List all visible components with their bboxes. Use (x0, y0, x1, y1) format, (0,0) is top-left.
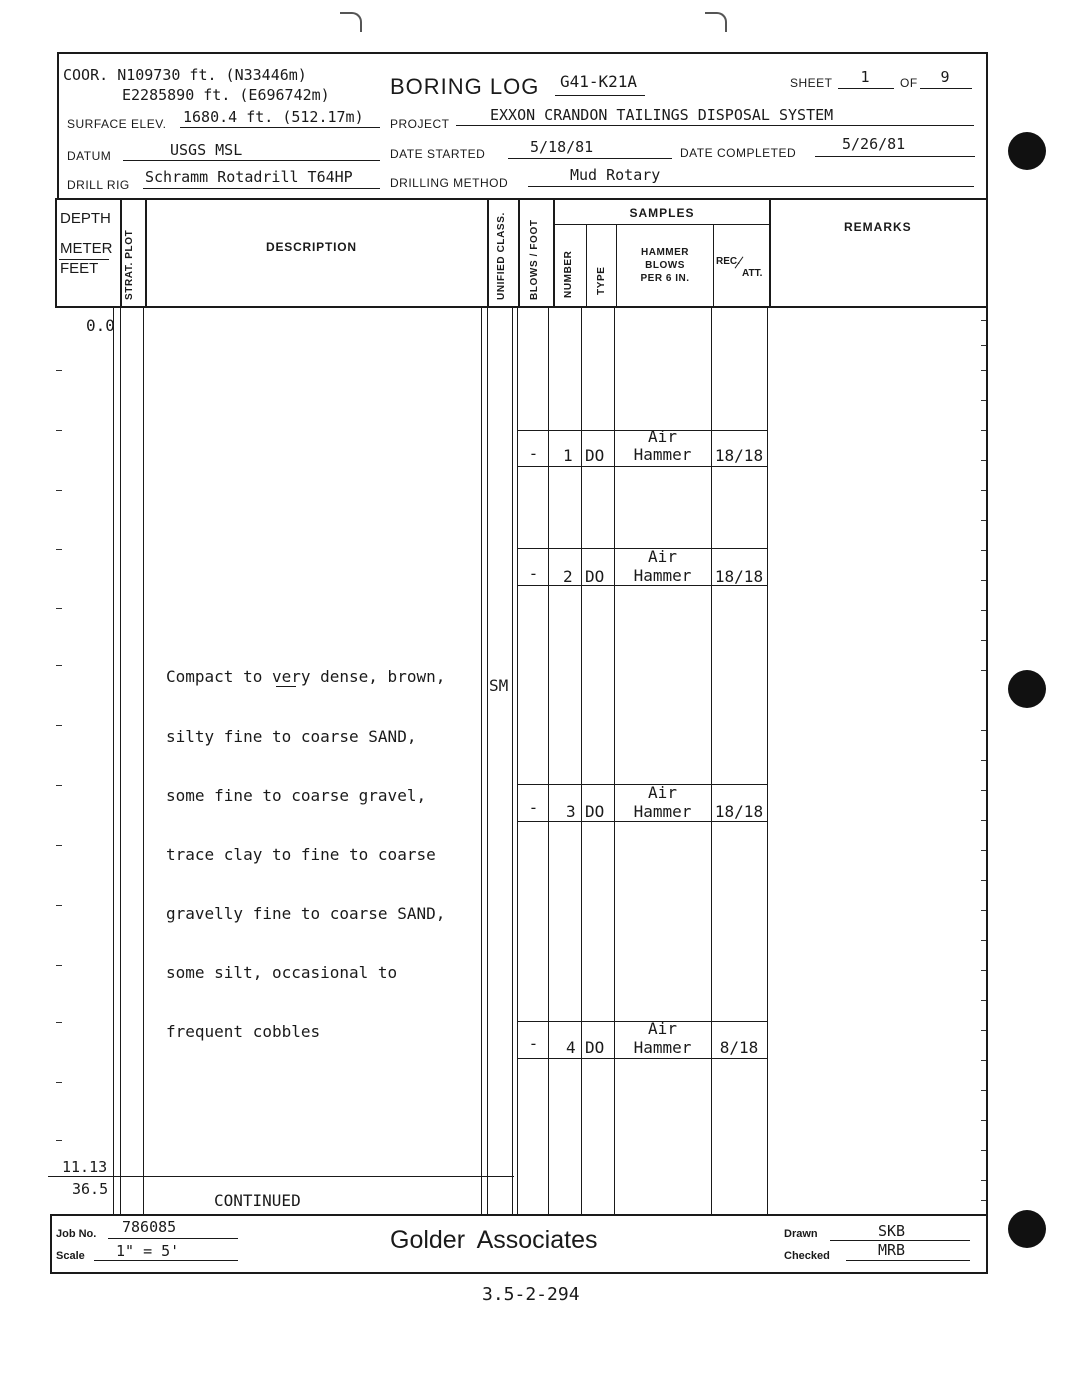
blows-foot-header: BLOWS / FOOT (529, 219, 540, 300)
hammer-blows-header (618, 246, 712, 285)
project-label: PROJECT (390, 117, 450, 131)
depth-header: DEPTH (60, 210, 111, 227)
form-left-border-header (57, 52, 59, 198)
binder-hole-bottom (1008, 1210, 1046, 1248)
hammer-line-2: Hammer (633, 802, 692, 821)
hammer-blows-line1: HAMMER (641, 247, 689, 258)
scale-underline (94, 1260, 238, 1261)
body-div-type (581, 308, 582, 1214)
sample-rec-att: 18/18 (714, 567, 764, 586)
body-div-depth (113, 308, 114, 1214)
sample-blows: - (528, 564, 539, 583)
samples-header-divider (555, 224, 769, 225)
continued-label: CONTINUED (214, 1191, 301, 1210)
body-div-strat (120, 308, 121, 1214)
checked-label: Checked (784, 1250, 830, 1262)
type-header: TYPE (596, 266, 607, 295)
checked-by: MRB (878, 1241, 906, 1259)
att-header: ATT. (742, 268, 763, 279)
sheet-total: 9 (940, 68, 950, 86)
drill-rig: Schramm Rotadrill T64HP (145, 168, 353, 186)
sample-number: 3 (566, 802, 576, 821)
hammer-line-2: Hammer (633, 1038, 692, 1057)
hdr-div-rec (713, 224, 714, 308)
strat-plot-header: STRAT. PLOT (124, 229, 135, 300)
drill-rig-label: DRILL RIG (67, 178, 130, 192)
datum-label: DATUM (67, 149, 112, 163)
description-header: DESCRIPTION (266, 240, 357, 254)
date-started-underline (508, 158, 672, 159)
sheet-label: SHEET (790, 76, 833, 90)
hdr-div-remarks (769, 198, 771, 308)
header-bottom-border (57, 198, 987, 200)
hdr-div-strat (120, 198, 122, 308)
date-completed-underline (815, 156, 975, 157)
project-underline (456, 125, 974, 126)
unified-class-header: UNIFIED CLASS. (496, 212, 507, 300)
scale-label: Scale (56, 1250, 85, 1262)
coor-label: COOR. (63, 66, 109, 84)
number-header: NUMBER (563, 250, 574, 298)
drawn-by: SKB (878, 1222, 906, 1240)
drilling-method-label: DRILLING METHOD (390, 176, 509, 190)
of-label: OF (900, 76, 918, 90)
punch-mark-right (705, 12, 727, 32)
sample-type: DO (585, 802, 605, 821)
hdr-div-blows (518, 198, 520, 308)
description-to-underline (276, 686, 296, 687)
bottom-depth-meter: 11.13 (62, 1158, 108, 1176)
sample-rec-att: 18/18 (714, 802, 764, 821)
description-line-6: some silt, occasional to (166, 962, 398, 982)
hammer-line-1: Air (648, 1019, 677, 1038)
binder-hole-middle (1008, 670, 1046, 708)
sample-type: DO (585, 446, 605, 465)
boring-id: G41-K21A (560, 72, 638, 91)
hammer-line-1: Air (648, 783, 677, 802)
company-name: Golder Associates (390, 1226, 598, 1254)
sample-rec-att: 8/18 (719, 1038, 759, 1057)
form-top-border (57, 52, 987, 54)
checked-underline (846, 1260, 970, 1261)
hammer-blows-line3: PER 6 IN. (640, 273, 690, 284)
datum-value: USGS MSL (170, 141, 243, 159)
body-div-class-b (487, 308, 488, 1214)
sample-hammer (614, 547, 711, 585)
sample-hammer (614, 428, 711, 464)
sample-hammer (614, 1019, 711, 1057)
samples-header: SAMPLES (629, 206, 695, 220)
date-started-label: DATE STARTED (390, 147, 486, 161)
body-div-blows-a (512, 308, 513, 1214)
hammer-line-1: Air (648, 547, 677, 566)
punch-mark-left (340, 12, 362, 32)
coordinates (63, 66, 307, 84)
footer-top-border (50, 1214, 987, 1216)
body-div-class-a (481, 308, 482, 1214)
coor-easting: E2285890 ft. (E696742m) (122, 86, 330, 104)
boring-id-underline (555, 95, 645, 96)
hdr-div-class (487, 198, 489, 308)
sample-hammer (614, 783, 711, 821)
sheet-total-underline (920, 88, 972, 89)
sample-blows: - (528, 444, 539, 463)
drawn-label: Drawn (784, 1228, 818, 1240)
sheet-number-underline (838, 88, 894, 89)
sample-type: DO (585, 1038, 605, 1057)
drill-rig-underline (143, 188, 380, 189)
depth-top: 0.0 (86, 316, 115, 335)
date-completed: 5/26/81 (842, 135, 906, 153)
hdr-div-number (553, 198, 555, 308)
hammer-line-2: Hammer (633, 445, 692, 464)
description-line-3: some fine to coarse gravel, (166, 785, 427, 805)
description-line-1: Compact to very dense, brown, (166, 667, 446, 687)
column-header-bottom-border (55, 306, 987, 308)
hdr-div-hammer (616, 224, 617, 308)
bottom-depth-feet: 36.5 (72, 1180, 109, 1198)
sample-blows: - (528, 798, 539, 817)
remarks-header: REMARKS (844, 220, 912, 234)
project-name: EXXON CRANDON TAILINGS DISPOSAL SYSTEM (490, 106, 834, 124)
end-of-page-line (48, 1176, 514, 1177)
sheet-number: 1 (860, 68, 870, 86)
document-title: BORING LOG (390, 74, 540, 99)
hdr-div-type (586, 224, 587, 308)
hammer-line-2: Hammer (633, 566, 692, 585)
footer-bottom-border (50, 1272, 987, 1274)
surface-elev: 1680.4 ft. (512.17m) (183, 108, 364, 126)
datum-underline (123, 160, 380, 161)
drilling-method-underline (528, 186, 974, 187)
sample-blows: - (528, 1034, 539, 1053)
unified-class-value: SM (489, 676, 509, 695)
body-div-remarks (767, 308, 768, 1214)
feet-header: FEET (60, 260, 99, 277)
sample-type: DO (585, 567, 605, 586)
form-left-border-columns (55, 198, 57, 308)
rec-header: REC. (716, 256, 740, 267)
description-line-2: silty fine to coarse SAND, (166, 726, 417, 746)
sample-number: 2 (563, 567, 573, 586)
body-div-desc (143, 308, 144, 1214)
scale-value: 1" = 5' (116, 1242, 180, 1260)
footer-left-border (50, 1214, 52, 1272)
meter-header: METER (60, 240, 113, 257)
drilling-method: Mud Rotary (570, 166, 661, 184)
soil-description (166, 628, 445, 1061)
date-completed-label: DATE COMPLETED (680, 146, 797, 160)
description-line-5: gravelly fine to coarse SAND, (166, 903, 446, 923)
date-started: 5/18/81 (530, 138, 594, 156)
job-number: 786085 (122, 1218, 177, 1236)
job-label: Job No. (56, 1228, 97, 1240)
hammer-line-1: Air (648, 427, 677, 446)
form-right-border (986, 52, 988, 1274)
binder-hole-top (1008, 132, 1046, 170)
hdr-div-desc (145, 198, 147, 308)
description-line-7: frequent cobbles (166, 1022, 321, 1042)
surface-elev-underline (180, 127, 380, 128)
job-underline (108, 1238, 238, 1239)
sample-number: 4 (566, 1038, 576, 1057)
body-div-number (548, 308, 549, 1214)
hammer-blows-line2: BLOWS (645, 260, 685, 271)
body-div-blows-b (517, 308, 518, 1214)
coor-northing: N109730 ft. (N33446m) (117, 66, 307, 84)
description-line-4: trace clay to fine to coarse (166, 844, 436, 864)
sample-number: 1 (563, 446, 573, 465)
surface-elev-label: SURFACE ELEV. (67, 117, 167, 131)
page-number: 3.5-2-294 (482, 1284, 580, 1305)
sample-rec-att: 18/18 (714, 446, 764, 465)
body-div-rec (711, 308, 712, 1214)
